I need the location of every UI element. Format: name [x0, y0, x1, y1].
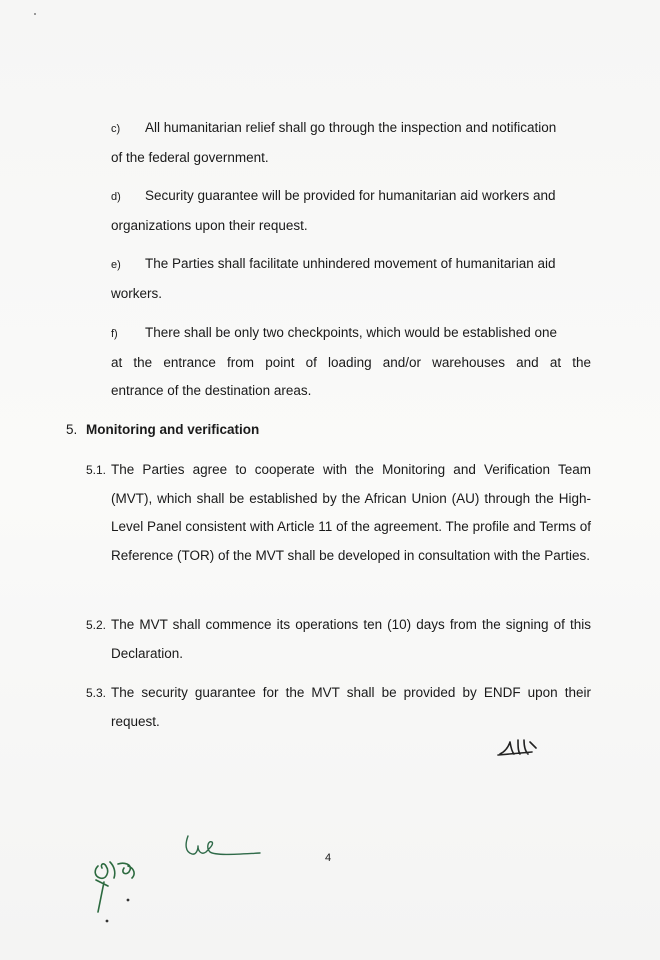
section-5-number: 5.	[66, 422, 78, 437]
item-c-letter: c)	[111, 123, 121, 135]
handwritten-initials-right	[496, 734, 544, 760]
clause-5-2-text: The MVT shall commence its operations ten (10) days from the signing of this Declaration.	[111, 617, 591, 661]
clause-5-3	[86, 679, 591, 736]
item-d-cont: organizations upon their request.	[111, 217, 308, 233]
clause-5-1-number: 5.1.	[86, 463, 107, 477]
item-f-cont1: at the entrance from point of loading and/or warehouses and at the	[111, 354, 591, 370]
item-e-text: The Parties shall facilitate unhindered movement of humanitarian aid	[145, 256, 556, 271]
item-c-text: All humanitarian relief shall go through the inspection and notification	[145, 120, 557, 135]
item-f-letter: f)	[111, 328, 118, 340]
item-c	[111, 114, 591, 172]
item-e	[111, 250, 591, 308]
section-5-heading	[66, 418, 259, 442]
clause-5-3-number: 5.3.	[86, 686, 107, 700]
item-f	[111, 319, 591, 406]
item-c-cont: of the federal government.	[111, 149, 269, 165]
item-e-cont: workers.	[111, 285, 163, 301]
item-f-text: There shall be only two checkpoints, which would be established one	[145, 325, 557, 340]
clause-5-2	[86, 611, 591, 668]
item-d-text: Security guarantee will be provided for humanitarian aid workers and	[145, 188, 556, 203]
handwritten-signature-left	[84, 852, 154, 924]
clause-5-2-number: 5.2.	[86, 618, 107, 632]
section-5-title: Monitoring and verification	[86, 422, 260, 437]
handwritten-initials-center	[180, 830, 264, 860]
clause-5-1	[86, 456, 591, 570]
item-d	[111, 182, 591, 240]
clause-5-3-text: The security guarantee for the MVT shall be provided by ENDF upon their request.	[111, 685, 591, 729]
scan-speck	[34, 13, 36, 15]
item-e-letter: e)	[111, 259, 121, 271]
item-d-letter: d)	[111, 191, 121, 203]
page-number: 4	[325, 852, 332, 864]
item-f-cont2: entrance of the destination areas.	[111, 383, 312, 398]
clause-5-1-text: The Parties agree to cooperate with the Monitoring and Verification Team (MVT), which shall be established by the African Union (AU) through the High-Level Panel consistent with Article 11 of the agreement. The profile and Terms of Reference (TOR) of the MVT shall be developed in consultation with the Parties.	[111, 462, 591, 563]
